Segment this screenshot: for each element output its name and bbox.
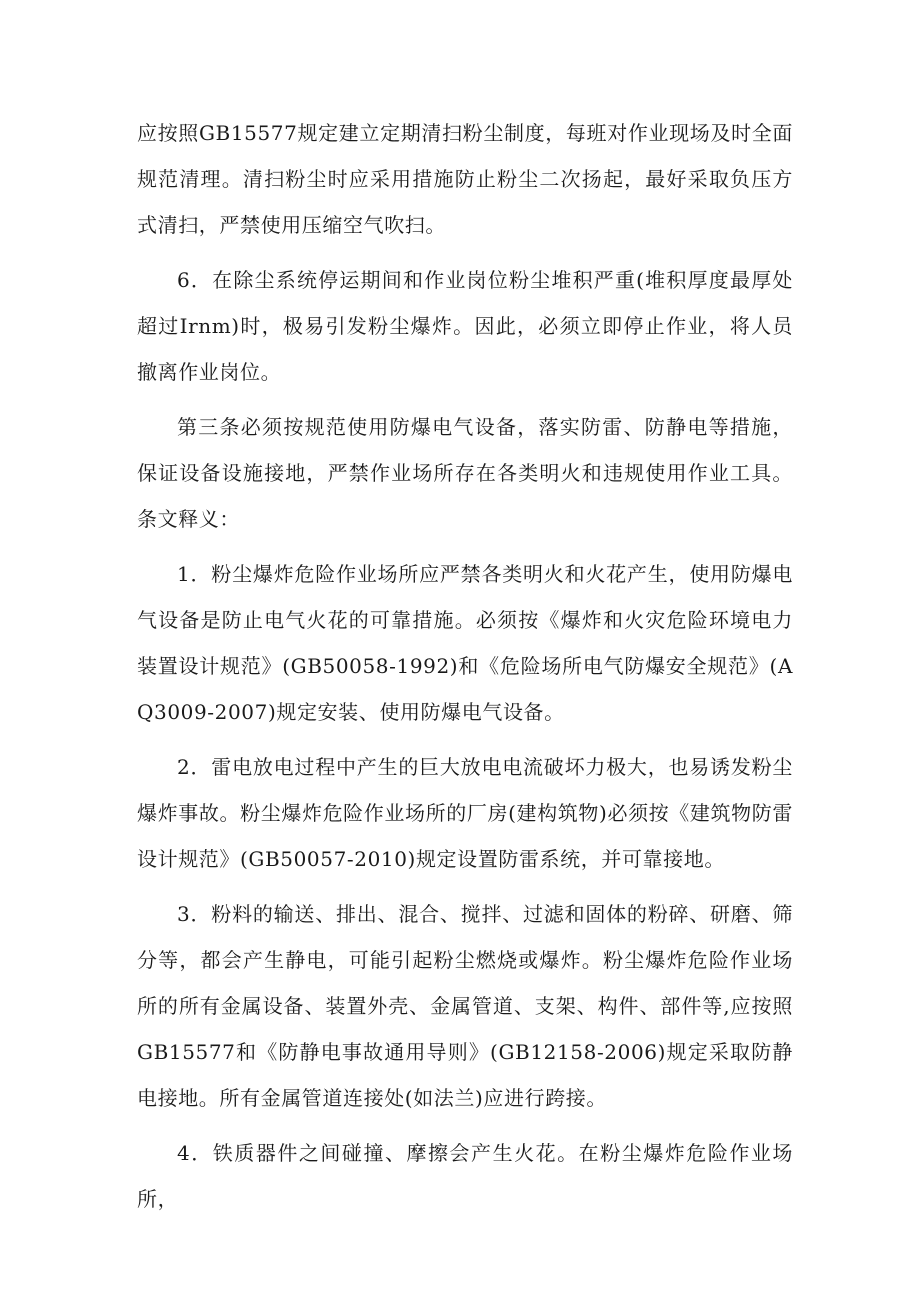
paragraph-item-3: 3．粉料的输送、排出、混合、搅拌、过滤和固体的粉碎、研磨、筛分等，都会产生静电，可能引起粉尘燃烧或爆炸。粉尘爆炸危险作业场所的所有金属设备、装置外壳、金属管道、支架、构件、部件等,应按照GB15577和《防静电事故通用导则》(GB12158-2006)规定采取防静电接地。所有金属管道连接处(如法兰)应进行跨接。 xyxy=(137,902,793,1110)
paragraph-item-4: 4．铁质器件之间碰撞、摩擦会产生火花。在粉尘爆炸危险作业场所， xyxy=(137,1141,793,1211)
paragraph-item-2: 2．雷电放电过程中产生的巨大放电电流破坏力极大，也易诱发粉尘爆炸事故。粉尘爆炸危险作业场所的厂房(建构筑物)必须按《建筑物防雷设计规范》(GB50057-2010)规定设置防雷系统，并可靠接地。 xyxy=(137,755,793,871)
paragraph-item-1: 1．粉尘爆炸危险作业场所应严禁各类明火和火花产生，使用防爆电气设备是防止电气火花的可靠措施。必须按《爆炸和火灾危险环境电力装置设计规范》(GB50058-1992)和《危险场所电气防爆安全规范》(AQ3009-2007)规定安装、使用防爆电气设备。 xyxy=(137,562,793,724)
paragraph-item-6: 6．在除尘系统停运期间和作业岗位粉尘堆积严重(堆积厚度最厚处超过Irnm)时，极易引发粉尘爆炸。因此，必须立即停止作业，将人员撤离作业岗位。 xyxy=(137,268,793,384)
paragraph-continuation-cleaning: 应按照GB15577规定建立定期清扫粉尘制度，每班对作业现场及时全面规范清理。清扫粉尘时应采用措施防止粉尘二次扬起，最好采取负压方式清扫，严禁使用压缩空气吹扫。 xyxy=(137,121,793,237)
document-page xyxy=(137,110,793,1231)
paragraph-article-3: 第三条必须按规范使用防爆电气设备，落实防雷、防静电等措施，保证设备设施接地，严禁作业场所存在各类明火和违规使用作业工具。条文释义： xyxy=(137,415,793,531)
